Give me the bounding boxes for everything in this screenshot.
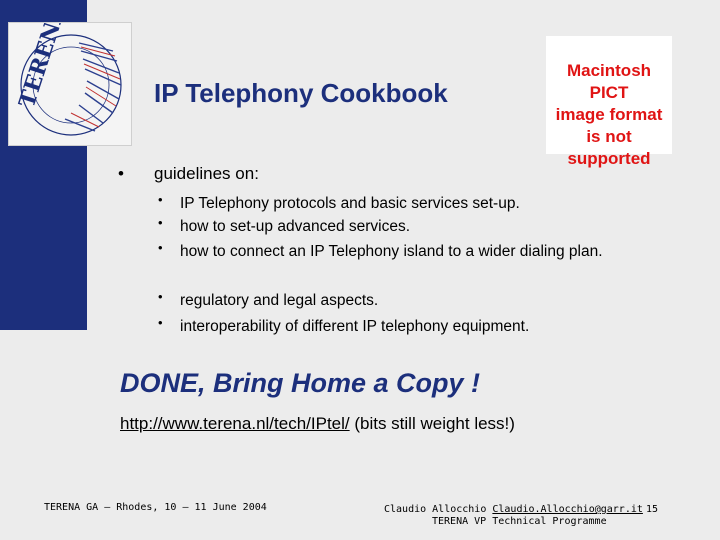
- unsupported-image-placeholder: [546, 36, 672, 168]
- presenter-email-link[interactable]: Claudio.Allocchio@garr.it: [492, 504, 643, 515]
- main-point: guidelines on:: [154, 164, 259, 183]
- placeholder-line-2: image format: [555, 105, 663, 124]
- footer-event: TERENA GA – Rhodes, 10 – 11 June 2004: [44, 502, 267, 513]
- sub-bullet-text: how to connect an IP Telephony island to a wider dialing plan.: [180, 243, 603, 260]
- bullet-icon: •: [158, 240, 163, 255]
- sub-bullet-text: IP Telephony protocols and basic services set-up.: [180, 195, 520, 212]
- cookbook-link[interactable]: http://www.terena.nl/tech/IPtel/: [120, 414, 350, 433]
- placeholder-line-1: Macintosh PICT: [566, 61, 652, 102]
- footer-presenter: [384, 504, 643, 515]
- page-number: 15: [646, 504, 659, 515]
- url-note: (bits still weight less!): [349, 414, 515, 433]
- slide-title: IP Telephony Cookbook: [154, 78, 448, 108]
- bullet-icon: •: [158, 215, 163, 230]
- logo-lettering: TERENA: [13, 23, 72, 111]
- main-bullet-icon: •: [118, 164, 124, 183]
- footer-role: TERENA VP Technical Programme: [432, 516, 607, 527]
- url-line: [120, 414, 515, 434]
- sub-bullet-text: regulatory and legal aspects.: [180, 292, 379, 309]
- placeholder-line-3: is not supported: [567, 127, 651, 168]
- presenter-name: Claudio Allocchio: [384, 504, 493, 515]
- sub-bullet-text: interoperability of different IP telephony equipment.: [180, 318, 530, 335]
- done-headline: DONE, Bring Home a Copy !: [120, 368, 481, 398]
- bullet-icon: •: [158, 289, 163, 304]
- terena-logo: [8, 22, 132, 146]
- bullet-icon: •: [158, 315, 163, 330]
- sub-bullet-text: how to set-up advanced services.: [180, 218, 411, 235]
- bullet-icon: •: [158, 192, 163, 207]
